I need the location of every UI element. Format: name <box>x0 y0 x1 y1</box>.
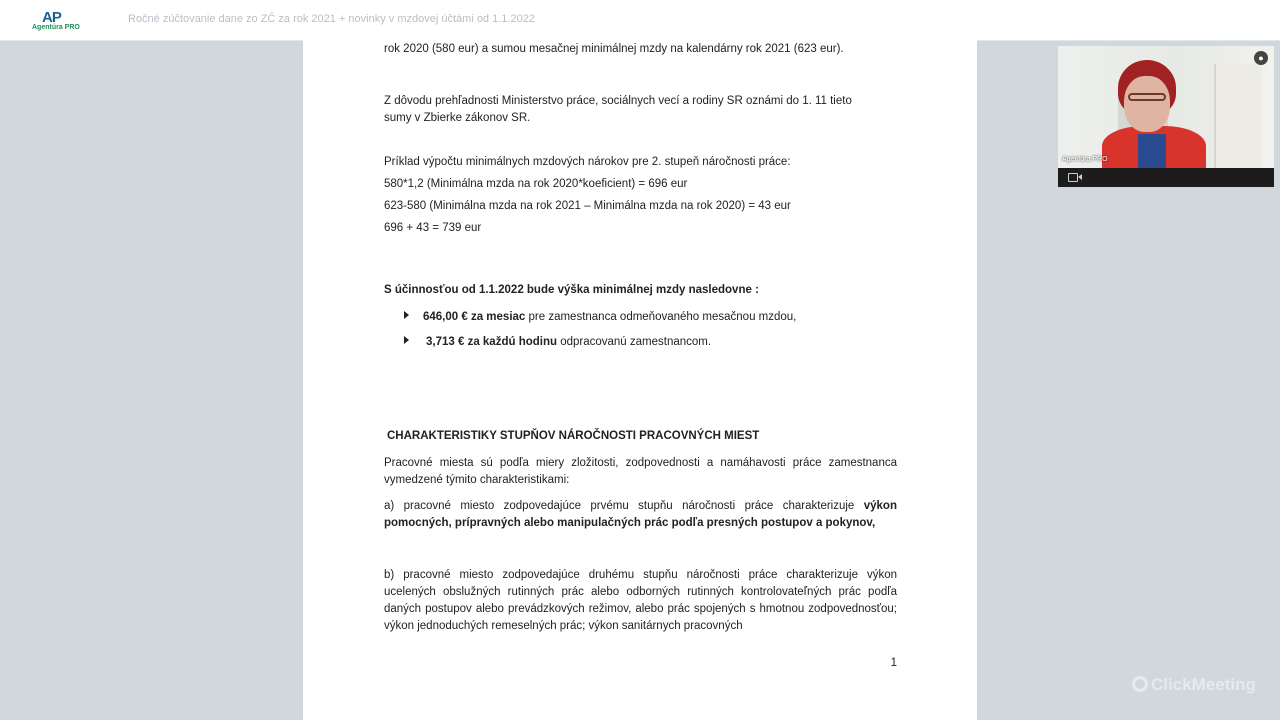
section-heading: CHARAKTERISTIKY STUPŇOV NÁROČNOSTI PRACOVNÝCH MIEST <box>387 430 760 442</box>
bullet-item <box>404 311 796 323</box>
video-controls-bar <box>1058 168 1274 187</box>
doc-line: rok 2020 (580 eur) a sumou mesačnej minimálnej mzdy na kalendárny rok 2021 (623 eur). <box>384 43 844 55</box>
microphone-icon[interactable]: ● <box>1254 51 1268 65</box>
camera-icon[interactable] <box>1068 173 1078 182</box>
agentura-pro-logo[interactable] <box>32 9 92 35</box>
doc-line: 580*1,2 (Minimálna mzda na rok 2020*koeficient) = 696 eur <box>384 178 688 190</box>
bullet-bold: 646,00 € za mesiac <box>423 311 526 323</box>
top-bar <box>0 0 1280 41</box>
intro-paragraph: Pracovné miesta sú podľa miery zložitosti, zodpovednosti a namáhavosti práce zamestnanca vymedzené týmito charakteristikami: <box>384 457 897 486</box>
presenter-face <box>1124 76 1170 132</box>
webinar-title: Ročné zúčtovanie dane zo ZČ za rok 2021 + novinky v mzdovej účtámi od 1.1.2022 <box>128 13 535 25</box>
logo-subtitle: Agentúra PRO <box>32 24 80 31</box>
paragraph-a-text: a) pracovné miesto zodpovedajúce prvému stupňu náročnosti práce charakterizuje <box>384 500 864 512</box>
doc-line: sumy v Zbierke zákonov SR. <box>384 112 531 124</box>
doc-line: 623-580 (Minimálna mzda na rok 2021 – Minimálna mzda na rok 2020) = 43 eur <box>384 200 791 212</box>
bullet-text: pre zamestnanca odmeňovaného mesačnou mzdou, <box>525 311 797 323</box>
page-number: 1 <box>890 657 897 669</box>
shared-document-page <box>303 40 977 720</box>
bullet-item <box>404 336 711 348</box>
background-column <box>1214 64 1262 168</box>
logo-mark: AP <box>42 9 61 26</box>
participant-name: Agentúra PRO <box>1062 156 1108 163</box>
bullet-text: odpracovanú zamestnancom. <box>557 336 712 348</box>
webcam-feed <box>1058 46 1274 168</box>
bullet-bold: 3,713 € za každú hodinu <box>426 336 558 348</box>
paragraph-a-bold: výkon pomocných, prípravných alebo manipulačných prác podľa presných postupov a pokynov, <box>384 500 897 529</box>
brand-name: ClickMeeting <box>1151 675 1256 694</box>
paragraph-a <box>384 498 897 532</box>
bullet-arrow-icon <box>404 311 409 319</box>
clickmeeting-watermark <box>1132 675 1256 695</box>
doc-line: Príklad výpočtu minimálnych mzdových nárokov pre 2. stupeň náročnosti práce: <box>384 156 791 168</box>
doc-line: 696 + 43 = 739 eur <box>384 222 482 234</box>
doc-line: Z dôvodu prehľadnosti Ministerstvo práce, sociálnych vecí a rodiny SR oznámi do 1. 11 tieto <box>384 95 852 107</box>
paragraph-b: b) pracovné miesto zodpovedajúce druhému stupňu náročnosti práce charakterizuje výkon ucelených obslužných rutinných prác alebo odborných rutinných kontrolovateľných prác podľa daných postupov alebo prevádzkových režimov, alebo prác spojených s hmotnou zodpovednosťou; výkon jednoduchých remeselných prác; výkon sanitárnych pracovných <box>384 569 897 632</box>
bullet-arrow-icon <box>404 336 409 344</box>
clickmeeting-logo-icon <box>1132 676 1148 692</box>
presenter-glasses <box>1128 93 1166 101</box>
effective-heading: S účinnosťou od 1.1.2022 bude výška minimálnej mzdy nasledovne : <box>384 284 759 296</box>
presenter-video[interactable] <box>1058 46 1274 187</box>
